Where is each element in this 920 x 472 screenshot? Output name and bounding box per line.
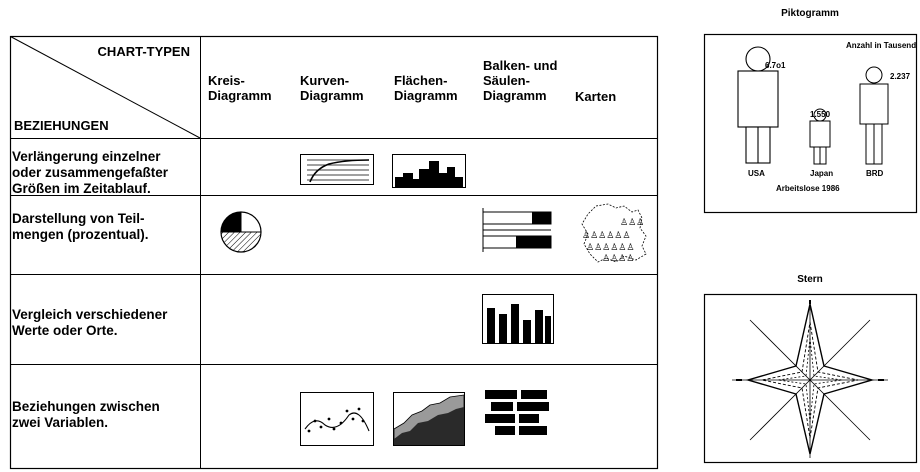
column-chart-thumbnail (482, 294, 554, 344)
bar-matrix-thumbnail (483, 388, 553, 440)
svg-text:♙♙♙: ♙♙♙ (620, 218, 645, 228)
column-header-kreis: Kreis- Diagramm (208, 73, 272, 103)
stern-title: Stern (797, 274, 823, 285)
curve-chart-thumbnail (300, 154, 374, 185)
corner-top-label: CHART-TYPEN (97, 44, 190, 59)
scatter-chart-thumbnail (300, 392, 374, 446)
piktogramm-caption: Arbeitslose 1986 (776, 184, 840, 193)
svg-text:♙♙♙♙♙♙: ♙♙♙♙♙♙ (582, 231, 631, 241)
column-header-flaechen: Flächen- Diagramm (394, 73, 458, 103)
value-japan: 1.550 (810, 110, 831, 119)
stacked-area-thumbnail (393, 392, 465, 446)
value-usa: 6.7o1 (765, 61, 786, 70)
country-usa: USA (748, 169, 765, 178)
svg-text:♙♙♙♙: ♙♙♙♙ (602, 254, 635, 264)
column-header-kurven: Kurven- Diagramm (300, 73, 364, 103)
pie-chart-thumbnail (214, 207, 268, 257)
value-brd: 2.237 (890, 72, 911, 81)
corner-bottom-label: BEZIEHUNGEN (14, 118, 109, 133)
unit-note: Anzahl in Tausend (846, 41, 917, 50)
column-header-karten: Karten (575, 89, 617, 104)
horizontal-bar-thumbnail (482, 206, 554, 254)
row-label-beziehungen: Beziehungen zwischen zwei Variablen. (12, 399, 160, 430)
svg-text:♙♙♙♙♙♙: ♙♙♙♙♙♙ (586, 243, 635, 253)
country-japan: Japan (810, 169, 834, 178)
row-label-teilmengen: Darstellung von Teil- mengen (prozentual). (12, 211, 149, 242)
row-label-zeitablauf: Verlängerung einzelner oder zusammengefaßter Größen im Zeitablauf. (12, 149, 169, 196)
row-label-vergleich: Vergleich verschiedener Werte oder Orte. (12, 307, 168, 338)
country-brd: BRD (866, 169, 884, 178)
area-chart-thumbnail (392, 154, 466, 188)
piktogramm-title: Piktogramm (781, 8, 839, 19)
map-chart-thumbnail (576, 200, 650, 266)
star-chart (700, 290, 918, 468)
column-header-balken: Balken- und Säulen- Diagramm (483, 58, 558, 103)
